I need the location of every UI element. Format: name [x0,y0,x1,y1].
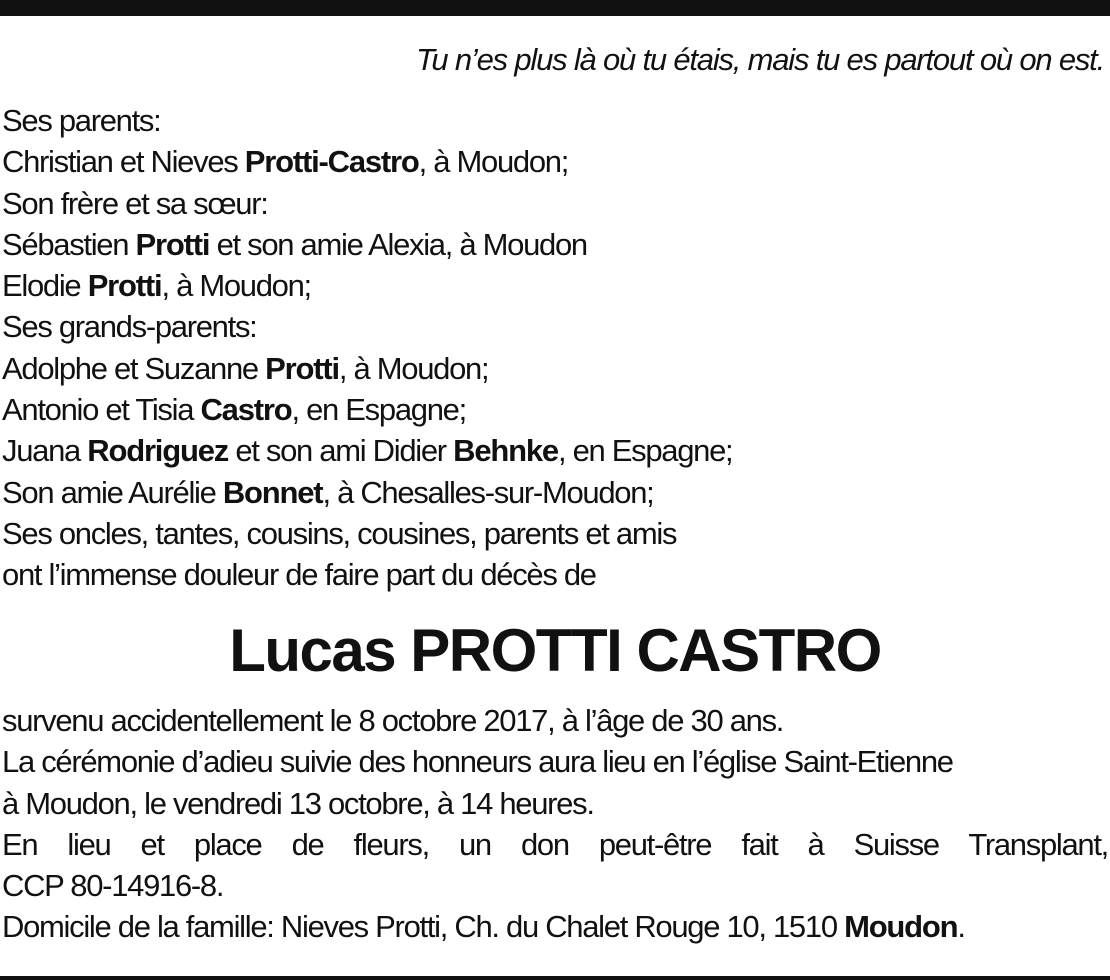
family-line: Antonio et Tisia Castro, en Espagne; [2,392,466,428]
top-border-rule [0,0,1110,16]
epigraph-quote: Tu n’es plus là où tu étais, mais tu es partout où on est. [415,42,1104,77]
funeral-details-block [2,700,1108,948]
bottom-border-rule [0,976,1110,980]
family-line: Ses parents: [2,103,161,138]
family-line: Son amie Aurélie Bonnet, à Chesalles-sur-Moudon; [2,474,654,510]
family-address-line: Domicile de la famille: Nieves Protti, Ch. du Chalet Rouge 10, 1510 Moudon. [2,909,965,945]
family-line: Adolphe et Suzanne Protti, à Moudon; [2,350,489,386]
family-line: Elodie Protti, à Moudon; [2,268,311,304]
family-line: Christian et Nieves Protti-Castro, à Moudon; [2,144,569,180]
ceremony-date-line: à Moudon, le vendredi 13 octobre, à 14 heures. [2,785,594,821]
donation-account-line: CCP 80-14916-8. [2,868,224,904]
deceased-name-heading: Lucas PROTTI CASTRO [229,617,881,684]
family-line: Ses grands-parents: [2,309,257,345]
family-line: Son frère et sa sœur: [2,185,268,221]
death-circumstance-line: survenu accidentellement le 8 octobre 2017, à l’âge de 30 ans. [2,703,784,738]
family-line: Sébastien Protti et son amie Alexia, à Moudon [2,226,587,262]
family-line: Ses oncles, tantes, cousins, cousines, parents et amis [2,515,677,551]
family-mourners-list [2,100,732,596]
donation-line: En lieu et place de fleurs, un don peut-être fait à Suisse Transplant, [2,826,1108,862]
ceremony-line: La cérémonie d’adieu suivie des honneurs aura lieu en l’église Saint-Etienne [2,744,953,780]
family-line: Juana Rodriguez et son ami Didier Behnke, en Espagne; [2,433,733,469]
family-line: ont l’immense douleur de faire part du décès de [2,557,596,593]
